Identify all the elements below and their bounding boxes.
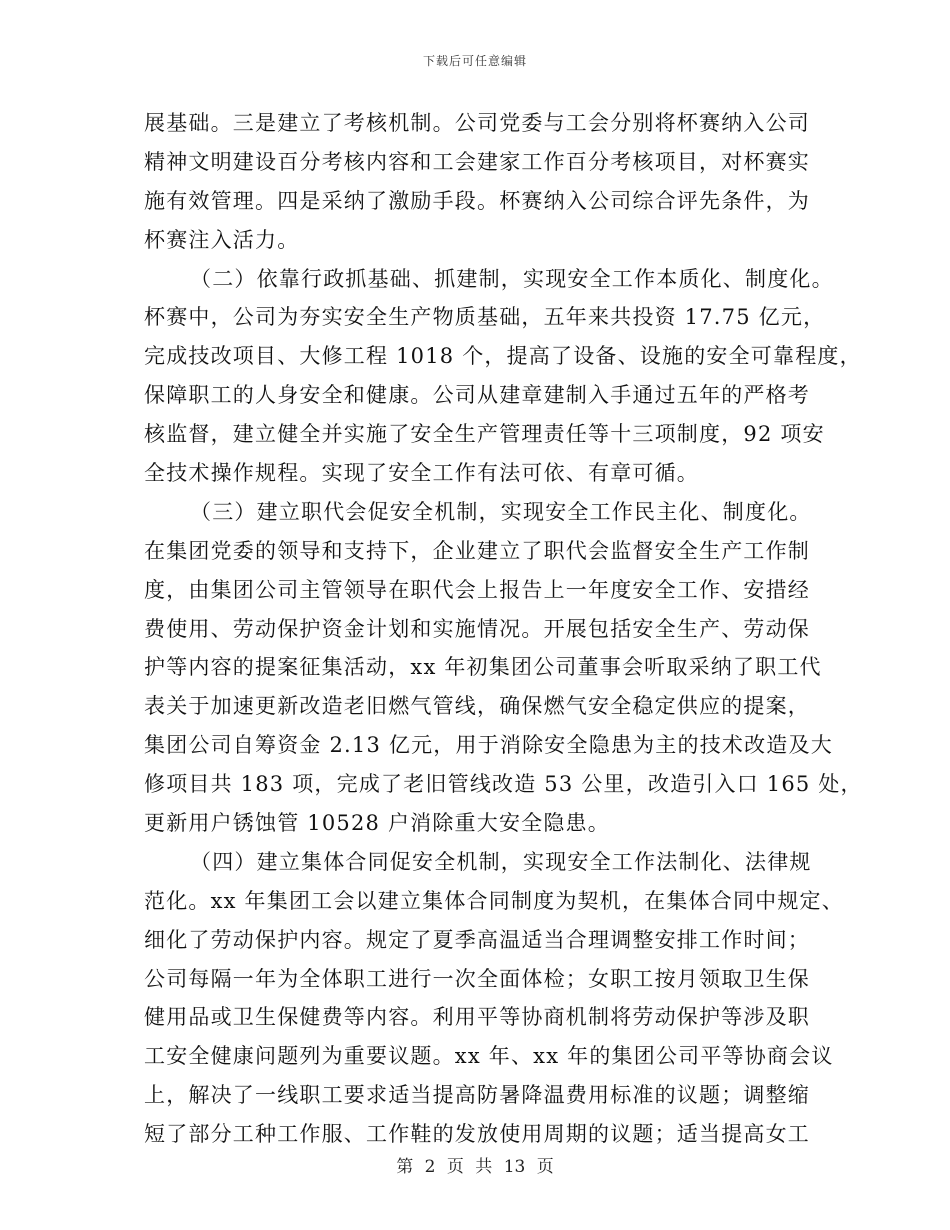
text-line: 更新用户锈蚀管 10528 户消除重大安全隐患。 (144, 811, 610, 836)
text-line: 施有效管理。四是采纳了激励手段。杯赛纳入公司综合评先条件，为 (144, 188, 810, 213)
text-line: 表关于加速更新改造老旧燃气管线，确保燃气安全稳定供应的提案， (144, 694, 810, 719)
text-line: 公司每隔一年为全体职工进行一次全面体检；女职工按月领取卫生保 (144, 966, 810, 991)
section-heading-line: （二）依靠行政抓基础、抓建制，实现安全工作本质化、制度化。 (190, 266, 834, 291)
text-line: 保障职工的人身安全和健康。公司从建章建制入手通过五年的严格考 (144, 383, 810, 408)
text-line: 工安全健康问题列为重要议题。xx 年、xx 年的集团公司平等协商会议 (144, 1044, 834, 1069)
section-heading-line: （四）建立集体合同促安全机制，实现安全工作法制化、法律规 (190, 849, 812, 874)
text-line: 上，解决了一线职工要求适当提高防暑降温费用标准的议题；调整缩 (144, 1083, 810, 1108)
text-line: 短了部分工种工作服、工作鞋的发放使用周期的议题；适当提高女工 (144, 1122, 810, 1147)
page-header: 下载后可任意编辑 (422, 54, 527, 68)
text-line: 细化了劳动保护内容。规定了夏季高温适当合理调整安排工作时间； (144, 927, 810, 952)
text-line: 修项目共 183 项，完成了老旧管线改造 53 公里，改造引入口 165 处， (144, 772, 863, 797)
text-line: 完成技改项目、大修工程 1018 个，提高了设备、设施的安全可靠程度， (144, 344, 862, 369)
text-line: 杯赛中，公司为夯实安全生产物质基础，五年来共投资 17.75 亿元， (144, 305, 826, 330)
text-line: 费使用、劳动保护资金计划和实施情况。开展包括安全生产、劳动保 (144, 616, 810, 641)
text-line: 全技术操作规程。实现了安全工作有法可依、有章可循。 (144, 461, 699, 486)
text-line: 集团公司自筹资金 2.13 亿元，用于消除安全隐患为主的技术改造及大 (144, 733, 833, 758)
section-heading-line: （三）建立职代会促安全机制，实现安全工作民主化、制度化。 (190, 499, 812, 524)
text-line: 范化。xx 年集团工会以建立集体合同制度为契机，在集体合同中规定、 (144, 888, 844, 913)
document-body (144, 104, 863, 1154)
text-line: 度，由集团公司主管领导在职代会上报告上一年度安全工作、安措经 (144, 577, 810, 602)
text-line: 展基础。三是建立了考核机制。公司党委与工会分别将杯赛纳入公司 (144, 111, 810, 135)
text-line: 核监督，建立健全并实施了安全生产管理责任等十三项制度，92 项安 (144, 422, 825, 447)
text-line: 精神文明建设百分考核内容和工会建家工作百分考核项目，对杯赛实 (144, 149, 810, 174)
text-line: 健用品或卫生保健费等内容。利用平等协商机制将劳动保护等涉及职 (144, 1005, 810, 1030)
page-number-footer: 第 2 页 共 13 页 (396, 1157, 554, 1177)
text-line: 护等内容的提案征集活动，xx 年初集团公司董事会听取采纳了职工代 (144, 655, 822, 680)
text-line: 在集团党委的领导和支持下，企业建立了职代会监督安全生产工作制 (144, 538, 810, 563)
text-line: 杯赛注入活力。 (144, 227, 300, 252)
